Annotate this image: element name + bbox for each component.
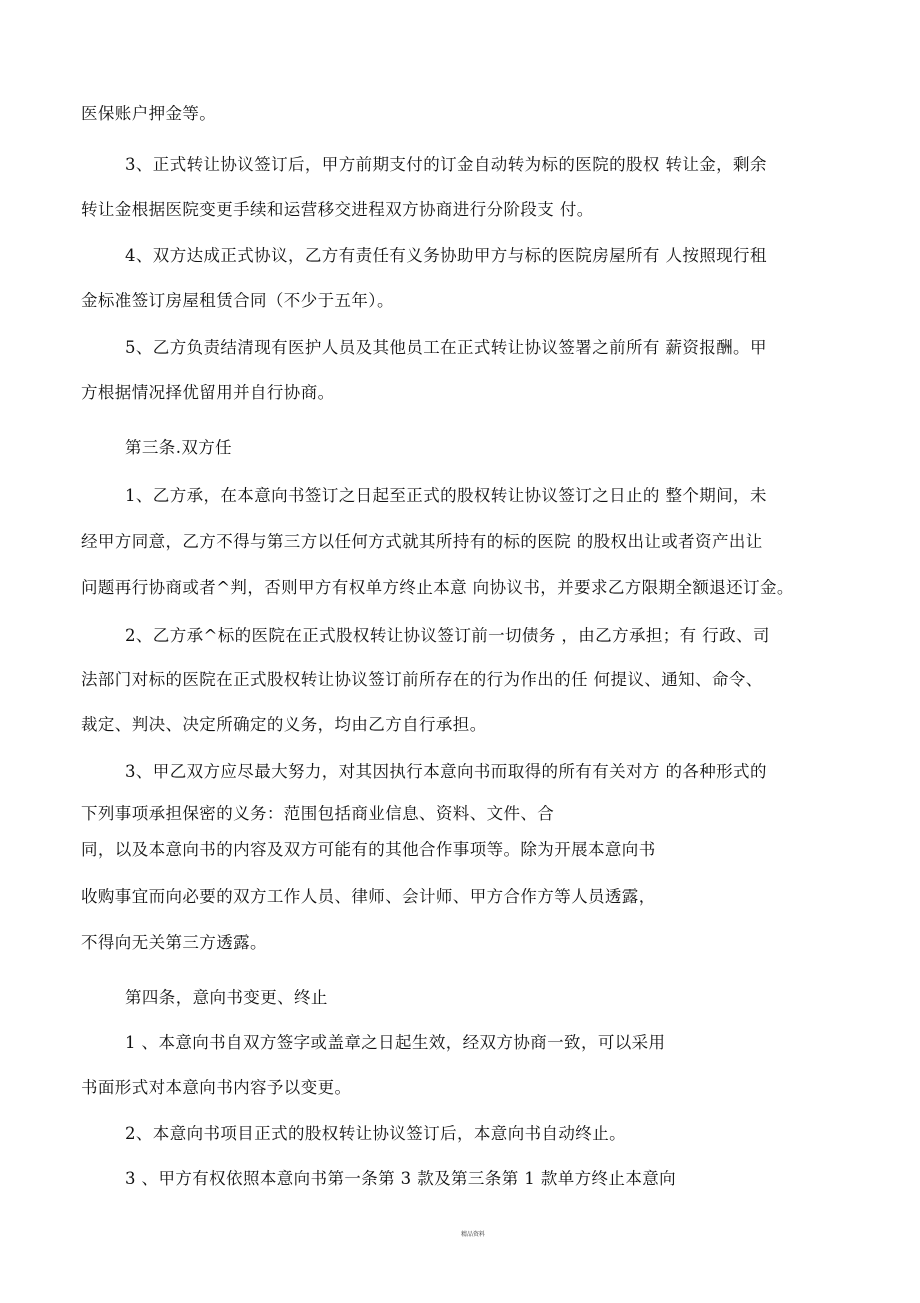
text-line-12: 2、乙方承^标的医院在正式股权转让协议签订前一切债务 ，由乙方承担；有 行政、司 <box>125 626 770 645</box>
text-line-10: 经甲方同意，乙方不得与第三方以任何方式就其所持有的标的医院 的股权出让或者资产出让 <box>81 532 763 551</box>
text-line-1: 医保账户押金等。 <box>81 104 217 123</box>
text-line-24: 3 、甲方有权依照本意向书第一条第 3 款及第三条第 1 款单方终止本意向 <box>125 1169 677 1188</box>
text-line-14: 裁定、判决、决定所确定的义务，均由乙方自行承担。 <box>81 715 487 734</box>
text-line-3: 转让金根据医院变更手续和运营移交进程双方协商进行分阶段支 付。 <box>81 200 594 219</box>
text-line-23: 2、本意向书项目正式的股权转让协议签订后，本意向书自动终止。 <box>125 1124 626 1143</box>
text-line-19: 不得向无关第三方透露。 <box>81 933 267 952</box>
text-line-16: 下列事项承担保密的义务：范围包括商业信息、资料、文件、合 <box>81 804 555 823</box>
text-line-17: 同，以及本意向书的内容及双方可能有的其他合作事项等。除为开展本意向书 <box>81 840 656 859</box>
text-line-7: 方根据情况择优留用并自行协商。 <box>81 383 335 402</box>
text-line-13: 法部门对标的医院在正式股权转让协议签订前所存在的行为作出的任 何提议、通知、命令、 <box>81 670 763 689</box>
text-line-18: 收购事宜而向必要的双方工作人员、律师、会计师、甲方合作方等人员透露， <box>81 887 656 906</box>
text-line-6: 5、乙方负责结清现有医护人员及其他员工在正式转让协议签署之前所有 薪资报酬。甲 <box>125 338 767 357</box>
text-line-9: 1、乙方承，在本意向书签订之日起至正式的股权转让协议签订之日止的 整个期间，未 <box>125 486 767 505</box>
text-line-22: 书面形式对本意向书内容予以变更。 <box>81 1078 352 1097</box>
text-line-21: 1 、本意向书自双方签字或盖章之日起生效，经双方协商一致，可以采用 <box>125 1033 666 1052</box>
text-line-11: 问题再行协商或者^判，否则甲方有权单方终止本意 向协议书，并要求乙方限期全额退还订金。 <box>81 578 794 597</box>
page-footer: 精品资料 <box>461 1231 486 1238</box>
text-line-5: 金标准签订房屋租赁合同（不少于五年）。 <box>81 291 394 310</box>
text-line-15: 3、甲乙双方应尽最大努力，对其因执行本意向书而取得的所有有关对方 的各种形式的 <box>125 762 767 781</box>
section-heading-3: 第三条.双方任 <box>125 438 233 457</box>
text-line-4: 4、双方达成正式协议，乙方有责任有义务协助甲方与标的医院房屋所有 人按照现行租 <box>125 246 767 265</box>
section-heading-4: 第四条，意向书变更、终止 <box>125 988 328 1007</box>
text-line-2: 3、正式转让协议签订后，甲方前期支付的订金自动转为标的医院的股权 转让金，剩余 <box>125 155 767 174</box>
